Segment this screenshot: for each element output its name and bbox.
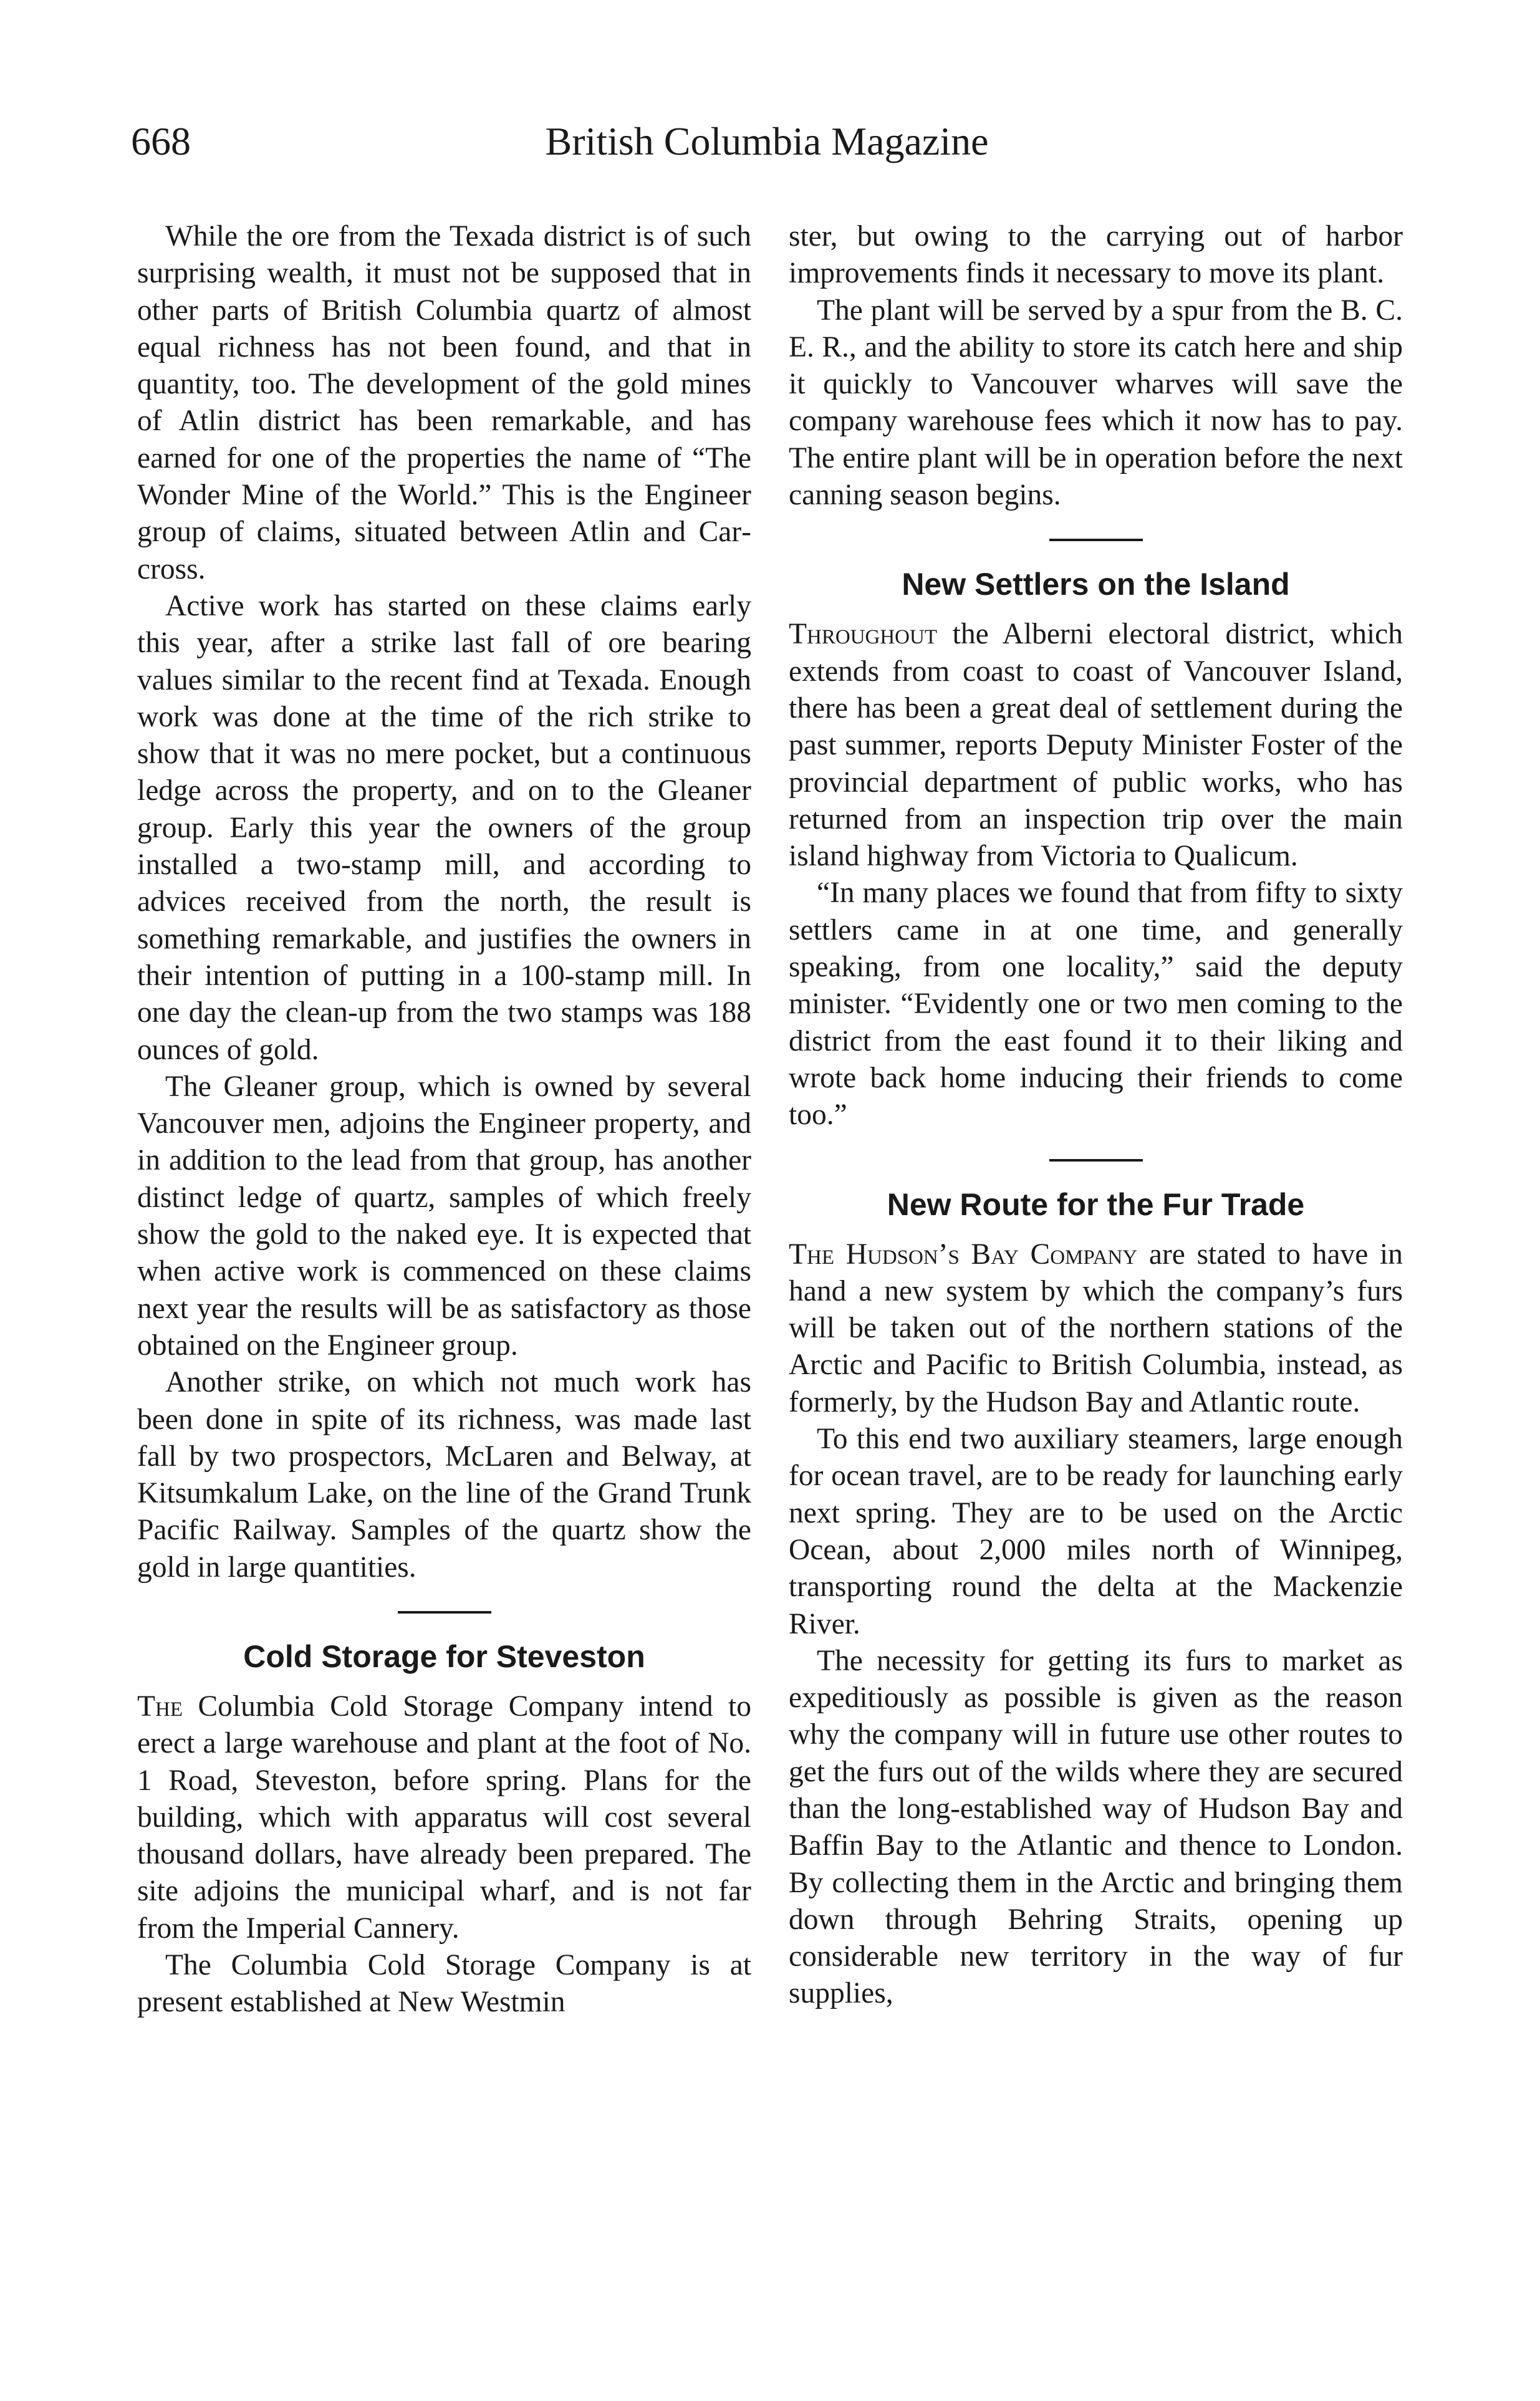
paragraph-text: are stated to have in hand a new system by which the company’s furs will be taken out of the northern stations of the Arctic and Pacific to British Columbia, instead, as formerly, by the Hudson Bay and Atlantic route. [789, 1238, 1403, 1418]
article-paragraph [137, 1688, 751, 1947]
lead-in-smallcaps: Throughout [789, 618, 938, 651]
article-paragraph: The Gleaner group, which is owned by several Vancouver men, adjoins the Engineer property, and in addition to the lead from that group, has another distinct ledge of quartz, samples of which freely show the gold to the naked eye. It is expected that when active work is commenced on these claims next year the results will be as satisfactory as those obtained on the Engineer group. [137, 1070, 751, 1362]
article-paragraph: To this end two auxiliary steamers, large enough for ocean travel, are to be ready for launching early next spring. They are to be used on the Arctic Ocean, about 2,000 miles north of Winnipeg, transporting round the delta at the Mackenzie River. [789, 1423, 1403, 1640]
article-paragraph [789, 616, 1403, 875]
article-paragraph: The plant will be served by a spur from the B. C. E. R., and the ability to store its catch here and ship it quickly to Vancouver wharves will save the company warehouse fees which it now has to pay. The entire plant will be in operation before the next canning season begins. [789, 294, 1403, 512]
section-heading-new-settlers: New Settlers on the Island [902, 567, 1290, 602]
lead-in-smallcaps: The Hudson’s Bay Company [789, 1238, 1138, 1271]
section-divider [1049, 1159, 1143, 1162]
magazine-title: British Columbia Magazine [545, 119, 989, 163]
section-divider [398, 1611, 491, 1614]
article-paragraph: Active work has started on these claims early this year, after a strike last fall of ore bearing values similar to the recent find at Texada. Enough work was done at the time of the rich strike to show that it was no mere pocket, but a continuous ledge across the property, and on to the Gleaner group. Early this year the owners of the group installed a two-stamp mill, and according to advices received from the north, the result is something remarkable, and justifies the owners in their intention of putting in a 100-stamp mill. In one day the clean-up from the two stamps was 188 ounces of gold. [137, 589, 751, 1066]
section-divider [1049, 539, 1143, 541]
paragraph-text: the Alberni electoral district, which extends from coast to coast of Vancouver Island, there has been a great deal of settlement during the past summer, reports Deputy Minister Foster of the provincial department of public works, who has returned from an inspection trip over the main island highway from Victoria to Qualicum. [789, 618, 1403, 873]
section-heading-fur-trade: New Route for the Fur Trade [887, 1186, 1305, 1222]
right-column [789, 218, 1403, 2013]
article-paragraph: Another strike, on which not much work has been done in spite of its richness, was made last fall by two prospectors, McLaren and Belway, at Kitsumkalum Lake, on the line of the Grand Trunk Pacific Railway. Samples of the quartz show the gold in large quantities. [137, 1366, 751, 1584]
article-paragraph: “In many places we found that from fifty to sixty settlers came in at one time, and generally speaking, from one locality,” said the deputy minister. “Evidently one or two men coming to the district from the east found it to their liking and wrote back home inducing their friends to come too.” [789, 877, 1403, 1132]
article-paragraph: ster, but owing to the carrying out of harbor improvements finds it necessary to move its plant. [789, 220, 1403, 290]
article-paragraph: The necessity for getting its furs to market as expeditiously as possible is given as the reason why the company will in future use other routes to get the furs out of the wilds where they are secured than the long-established way of Hudson Bay and Baffin Bay to the Atlantic and thence to London. By collecting them in the Arctic and bringing them down through Behring Straits, opening up considerable new territory in the way of fur supplies, [789, 1644, 1403, 2010]
lead-in-smallcaps: The [137, 1690, 183, 1723]
article-paragraph [789, 1236, 1403, 1421]
left-column [137, 218, 751, 2021]
page-number: 668 [131, 119, 191, 163]
section-heading-cold-storage: Cold Storage for Steveston [243, 1638, 645, 1674]
article-paragraph: While the ore from the Texada district is of such surprising wealth, it must not be supposed that in other parts of British Columbia quartz of almost equal richness has not been found, and that in quantity, too. The development of the gold mines of Atlin district has been remarkable, and has earned for one of the properties the name of “The Wonder Mine of the World.” This is the Engineer group of claims, situated between Atlin and Carcross. [137, 220, 751, 585]
paragraph-text: Columbia Cold Storage Company intend to erect a large warehouse and plant at the foot of No. 1 Road, Steveston, before spring. Plans for the building, which with apparatus will cost several thousand dollars, have already been prepared. The site adjoins the municipal wharf, and is not far from the Imperial Cannery. [137, 1690, 751, 1945]
running-head [131, 118, 1403, 175]
article-paragraph: The Columbia Cold Storage Company is at present established at New Westmin [137, 1949, 751, 2019]
